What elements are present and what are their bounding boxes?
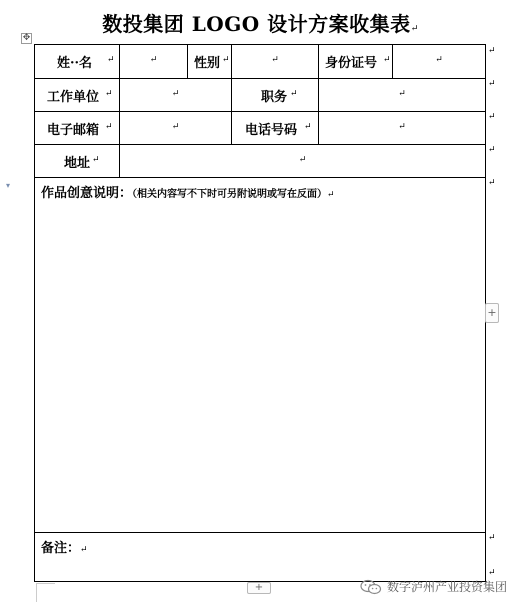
address-value-cell[interactable]: ↵: [120, 145, 485, 178]
row-end-mark: ↵: [488, 79, 496, 89]
insert-row-button[interactable]: +: [247, 582, 271, 594]
row-end-mark: ↵: [488, 568, 496, 578]
notes-cell[interactable]: [35, 533, 485, 581]
name-value-cell[interactable]: ↵: [120, 45, 188, 79]
row-end-mark: ↵: [488, 178, 496, 188]
paragraph-collapse-icon[interactable]: ▾: [6, 181, 11, 190]
row-end-mark: ↵: [488, 145, 496, 155]
creative-description-hint: （相关内容写不下时可另附说明或写在反面）: [132, 189, 328, 200]
address-label-cell: 地址 ↵: [35, 145, 120, 178]
email-value-cell[interactable]: ↵: [120, 112, 232, 145]
name-label-cell: 姓··名 ↵: [35, 45, 120, 79]
insert-column-button[interactable]: +: [485, 303, 499, 323]
phone-label-cell: 电话号码 ↵: [232, 112, 319, 145]
email-label-cell: 电子邮箱 ↵: [35, 112, 120, 145]
position-label-cell: 职务 ↵: [232, 79, 319, 112]
row-end-mark: ↵: [488, 46, 496, 56]
id-number-value-cell[interactable]: ↵: [393, 45, 485, 79]
row-end-mark: ↵: [488, 533, 496, 543]
application-form-table: [34, 44, 486, 582]
watermark: [360, 578, 507, 595]
wechat-icon: [360, 579, 382, 595]
row-end-mark: ↵: [488, 112, 496, 122]
creative-description-label: 作品创意说明：（相关内容写不下时可另附说明或写在反面）↵: [41, 186, 335, 201]
creative-description-cell[interactable]: [35, 178, 485, 533]
watermark-text: 数字泸州产业投资集团: [386, 580, 507, 594]
gender-value-cell[interactable]: ↵: [232, 45, 319, 79]
phone-value-cell[interactable]: ↵: [319, 112, 485, 145]
document-title: 数投集团 LOGO 设计方案收集表↵: [102, 12, 419, 36]
id-number-label-cell: 身份证号 ↵: [319, 45, 393, 79]
table-move-handle-icon[interactable]: ✥: [22, 33, 31, 43]
position-value-cell[interactable]: ↵: [319, 79, 485, 112]
notes-label: 备注：↵: [41, 541, 88, 556]
gender-label-cell: 性别 ↵: [188, 45, 232, 79]
work-unit-label-cell: 工作单位 ↵: [35, 79, 120, 112]
work-unit-value-cell[interactable]: ↵: [120, 79, 232, 112]
page-corner-mark: [36, 583, 55, 602]
